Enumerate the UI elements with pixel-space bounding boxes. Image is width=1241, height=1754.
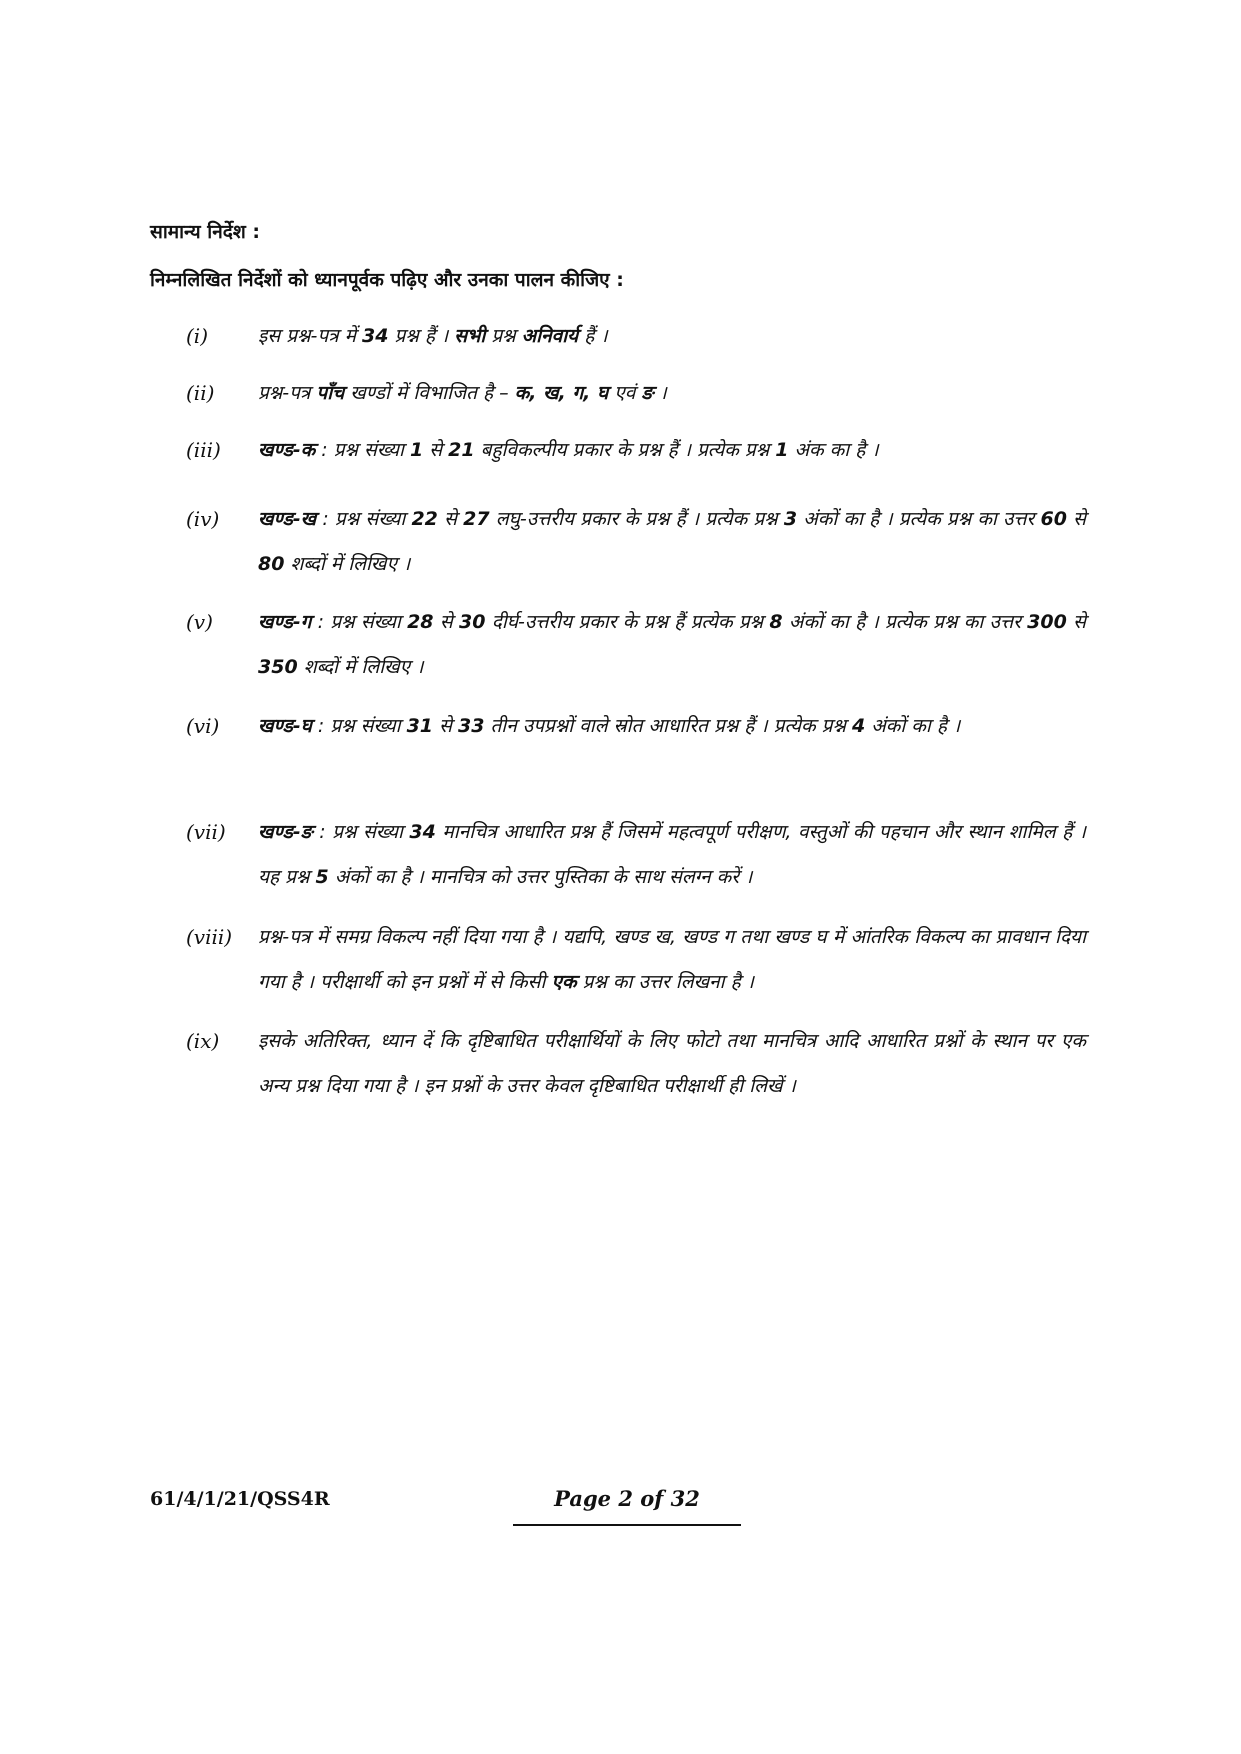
item-text: खण्ड-ग : प्रश्न संख्या 28 से 30 दीर्घ-उत्तरीय प्रकार के प्रश्न हैं प्रत्येक प्रश्न 8 अंकों का है । प्रत्येक प्रश्न का उत्तर 300 से 350 शब्दों में लिखिए । bbox=[258, 611, 1086, 678]
item-text: खण्ड-ङ : प्रश्न संख्या 34 मानचित्र आधारित प्रश्न हैं जिसमें महत्वपूर्ण परीक्षण, वस्तुओं की पहचान और स्थान शामिल हैं । यह प्रश्न 5 अंकों का है । मानचित्र को उत्तर पुस्तिका के साथ संलग्न करें । bbox=[258, 821, 1086, 888]
item-text: प्रश्न-पत्र में समग्र विकल्प नहीं दिया गया है । यद्यपि, खण्ड ख, खण्ड ग तथा खण्ड घ में आंतरिक विकल्प का प्रावधान दिया गया है । परीक्षार्थी को इन प्रश्नों में से किसी एक प्रश्न का उत्तर लिखना है । bbox=[258, 926, 1086, 993]
item-number: (ix) bbox=[186, 1029, 220, 1053]
item-text: इस प्रश्न-पत्र में 34 प्रश्न हैं । सभी प्रश्न अनिवार्य हैं । bbox=[258, 325, 608, 347]
item-text: इसके अतिरिक्त, ध्यान दें कि दृष्टिबाधित परीक्षार्थियों के लिए फोटो तथा मानचित्र आदि आधारित प्रश्नों के स्थान पर एक अन्य प्रश्न दिया गया है । इन प्रश्नों के उत्तर केवल दृष्टिबाधित परीक्षार्थी ही लिखें । bbox=[258, 1030, 1086, 1097]
item-number: (iii) bbox=[186, 438, 221, 462]
instruction-item bbox=[186, 600, 1086, 690]
item-number: (viii) bbox=[186, 925, 233, 949]
instruction-item bbox=[186, 915, 1086, 1005]
page-number: Page 2 of 32 bbox=[554, 1486, 700, 1511]
item-text: प्रश्न-पत्र पाँच खण्डों में विभाजित है – क, ख, ग, घ एवं ङ । bbox=[258, 382, 667, 404]
instruction-item bbox=[186, 1019, 1086, 1109]
instruction-item bbox=[186, 497, 1086, 587]
page-number-underline bbox=[513, 1524, 741, 1526]
instruction-item bbox=[186, 704, 1086, 749]
instructions-subheading: निम्नलिखित निर्देशों को ध्यानपूर्वक पढ़िए और उनका पालन कीजिए : bbox=[150, 269, 624, 291]
instruction-item bbox=[186, 810, 1086, 900]
item-number: (ii) bbox=[186, 381, 215, 405]
item-text: खण्ड-घ : प्रश्न संख्या 31 से 33 तीन उपप्रश्नों वाले स्रोत आधारित प्रश्न हैं । प्रत्येक प्रश्न 4 अंकों का है । bbox=[258, 715, 961, 737]
item-number: (iv) bbox=[186, 507, 220, 531]
instructions-heading: सामान्य निर्देश : bbox=[150, 221, 260, 243]
item-number: (vii) bbox=[186, 820, 226, 844]
item-text: खण्ड-ख : प्रश्न संख्या 22 से 27 लघु-उत्तरीय प्रकार के प्रश्न हैं । प्रत्येक प्रश्न 3 अंकों का है । प्रत्येक प्रश्न का उत्तर 60 से 80 शब्दों में लिखिए । bbox=[258, 508, 1086, 575]
item-text: खण्ड-क : प्रश्न संख्या 1 से 21 बहुविकल्पीय प्रकार के प्रश्न हैं । प्रत्येक प्रश्न 1 अंक का है । bbox=[258, 439, 879, 461]
instruction-item bbox=[186, 314, 1086, 359]
paper-code: 61/4/1/21/QSS4R bbox=[150, 1488, 330, 1510]
item-number: (i) bbox=[186, 324, 209, 348]
item-number: (vi) bbox=[186, 714, 220, 738]
item-number: (v) bbox=[186, 610, 213, 634]
instruction-item bbox=[186, 428, 1086, 473]
instruction-item bbox=[186, 371, 1086, 416]
